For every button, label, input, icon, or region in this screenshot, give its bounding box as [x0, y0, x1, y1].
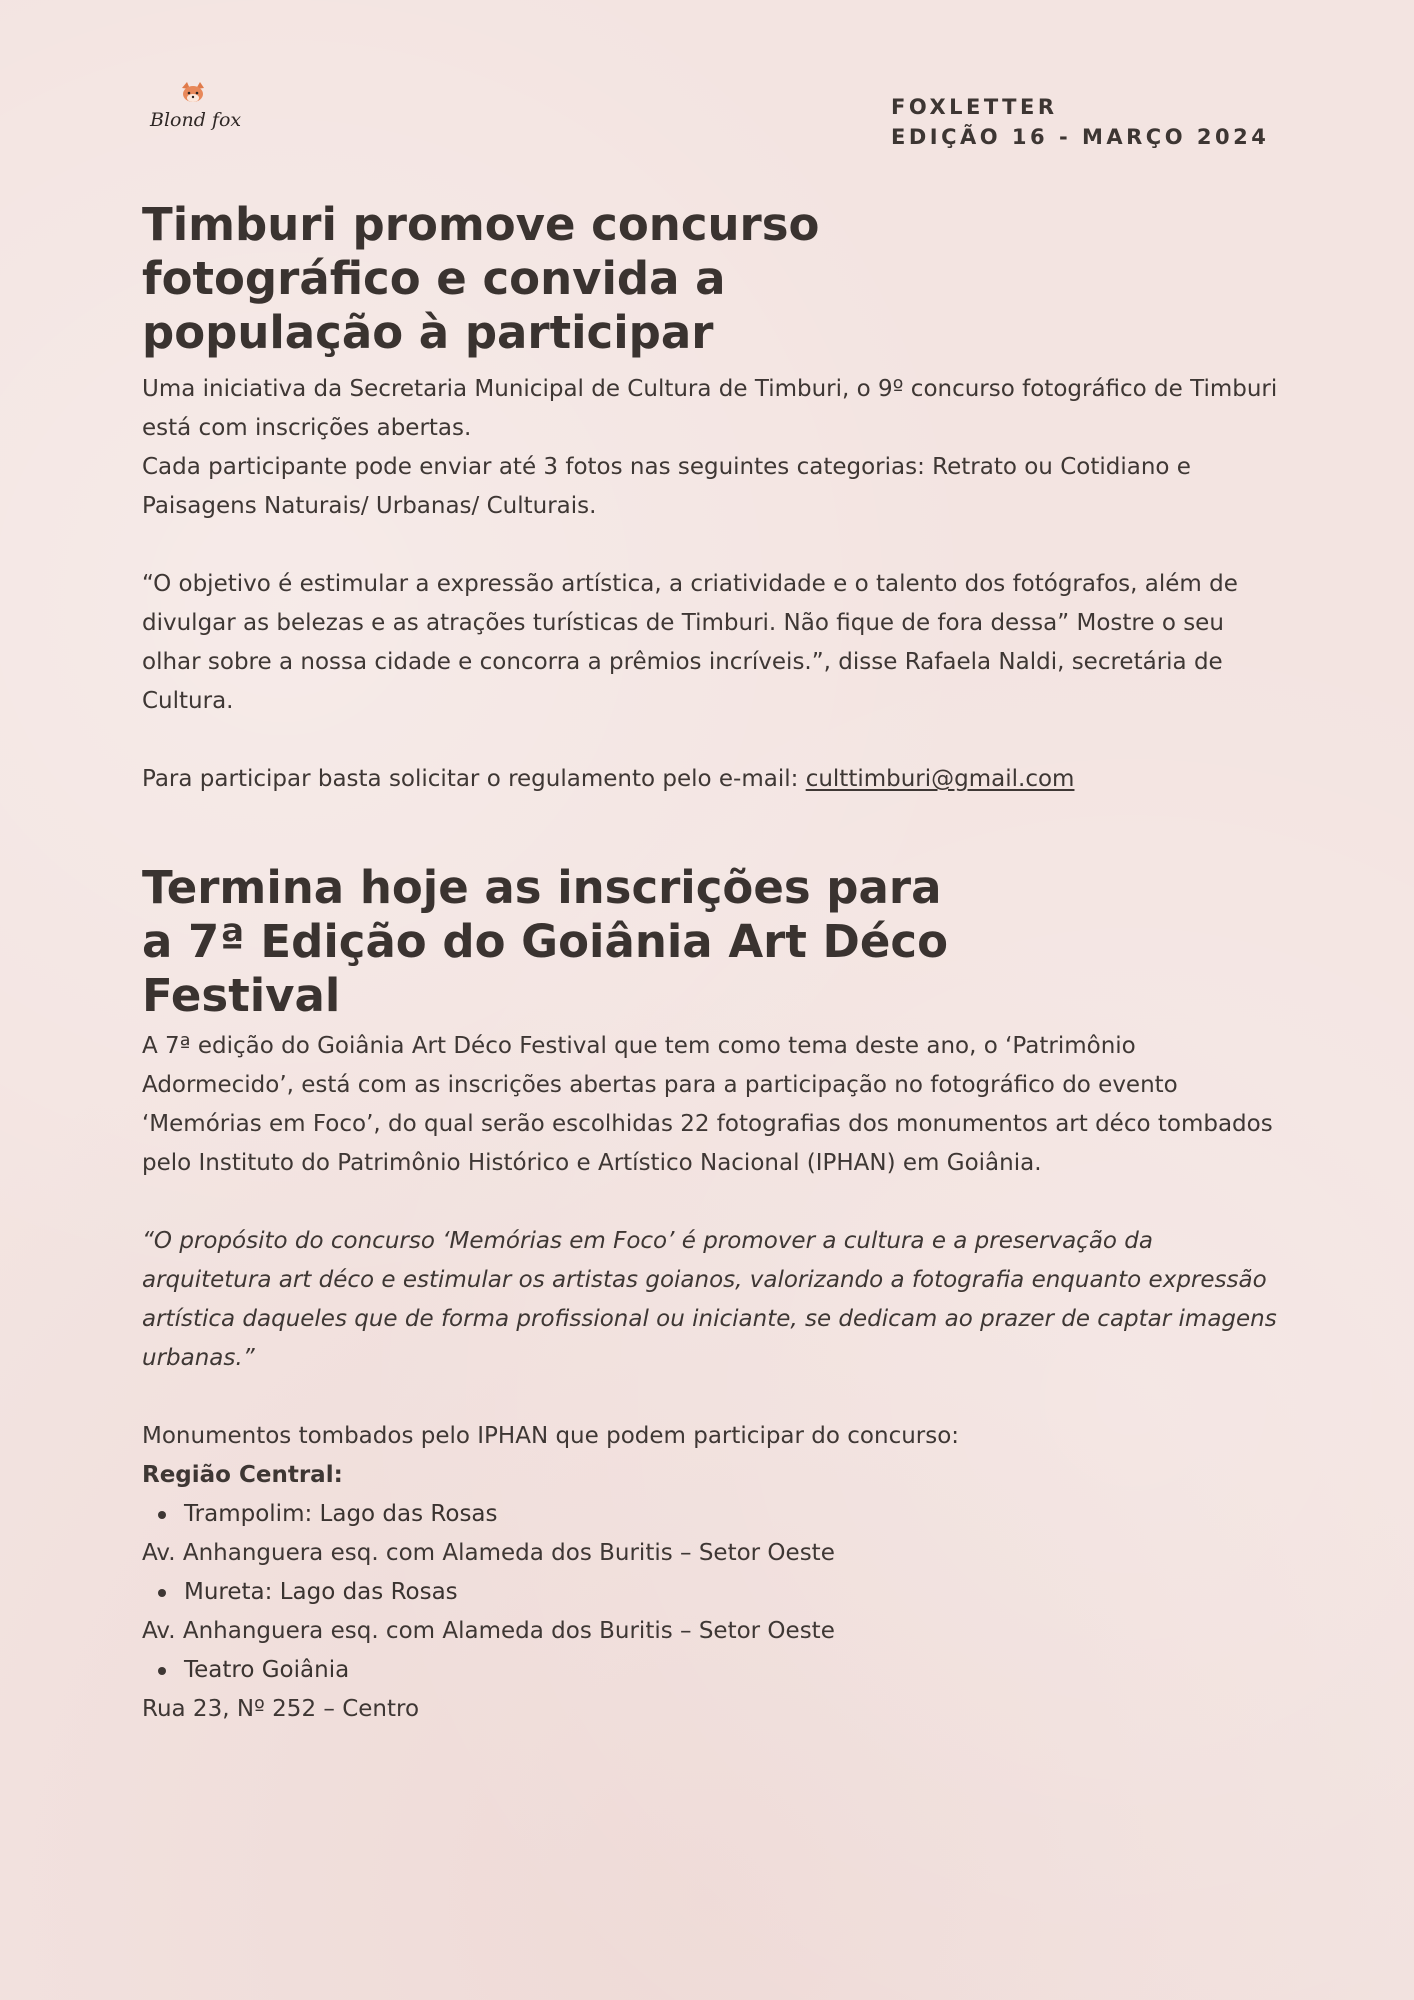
edition-date: EDIÇÃO 16 - MARÇO 2024: [891, 125, 1270, 149]
monument-address: Av. Anhanguera esq. com Alameda dos Buritis – Setor Oeste: [142, 1618, 835, 1644]
monument-list: [142, 1495, 1282, 1729]
svg-text:Blond fox: Blond fox: [150, 109, 242, 131]
monument-address: Av. Anhanguera esq. com Alameda dos Buritis – Setor Oeste: [142, 1540, 835, 1566]
article-1-cta: [142, 760, 1282, 799]
email-link[interactable]: culttimburi@gmail.com: [805, 766, 1075, 792]
article-goiania: [142, 861, 1282, 1729]
region-label: Região Central:: [142, 1462, 343, 1488]
monument-name: Teatro Goiânia: [184, 1651, 1282, 1690]
monuments-intro: Monumentos tombados pelo IPHAN que podem participar do concurso:: [142, 1423, 960, 1449]
masthead: [891, 92, 1269, 152]
article-timburi: [142, 198, 1282, 799]
monument-address: Rua 23, Nº 252 – Centro: [142, 1696, 420, 1722]
article-2-lead: A 7ª edição do Goiânia Art Déco Festival que tem como tema deste ano, o ‘Patrimônio Adormecido’, está com as inscrições abertas para a participação no fotográfico do evento ‘Memórias em Foco’, do qual serão escolhidas 22 fotografias dos monumentos art déco tombados pelo Instituto do Patrimônio Histórico e Artístico Nacional (IPHAN) em Goiânia.: [142, 1033, 1273, 1176]
article-1-paragraph-1: Uma iniciativa da Secretaria Municipal de Cultura de Timburi, o 9º concurso fotográfico de Timburi está com inscrições abertas.: [142, 376, 1278, 441]
monument-name: Mureta: Lago das Rosas: [184, 1573, 1282, 1612]
article-2-quote: “O propósito do concurso ‘Memórias em Foco’ é promover a cultura e a preservação da arquitetura art déco e estimular os artistas goianos, valorizando a fotografia enquanto expressão artística daqueles que de forma profissional ou iniciante, se dedicam ao prazer de captar imagens urbanas.”: [142, 1228, 1277, 1371]
fox-logo-icon: [146, 80, 246, 136]
main-content: [142, 198, 1282, 1729]
article-2-title: Termina hoje as inscrições para a 7ª Edição do Goiânia Art Déco Festival: [142, 861, 948, 1022]
article-1-title: Timburi promove concurso fotográfico e convida a população à participar: [142, 198, 820, 359]
article-1-quote: “O objetivo é estimular a expressão artística, a criatividade e o talento dos fotógrafos, além de divulgar as belezas e as atrações turísticas de Timburi. Não fique de fora dessa” Mostre o seu olhar sobre a nossa cidade e concorra a prêmios incríveis.”, disse Rafaela Naldi, secretária de Cultura.: [142, 571, 1238, 714]
logo: [146, 80, 246, 136]
article-1-paragraph-2: Cada participante pode enviar até 3 fotos nas seguintes categorias: Retrato ou Cotidiano e Paisagens Naturais/ Urbanas/ Culturais.: [142, 454, 1191, 519]
monument-name: Trampolim: Lago das Rosas: [184, 1495, 1282, 1534]
cta-text: Para participar basta solicitar o regulamento pelo e-mail:: [142, 766, 806, 792]
newsletter-name: FOXLETTER: [891, 95, 1058, 119]
